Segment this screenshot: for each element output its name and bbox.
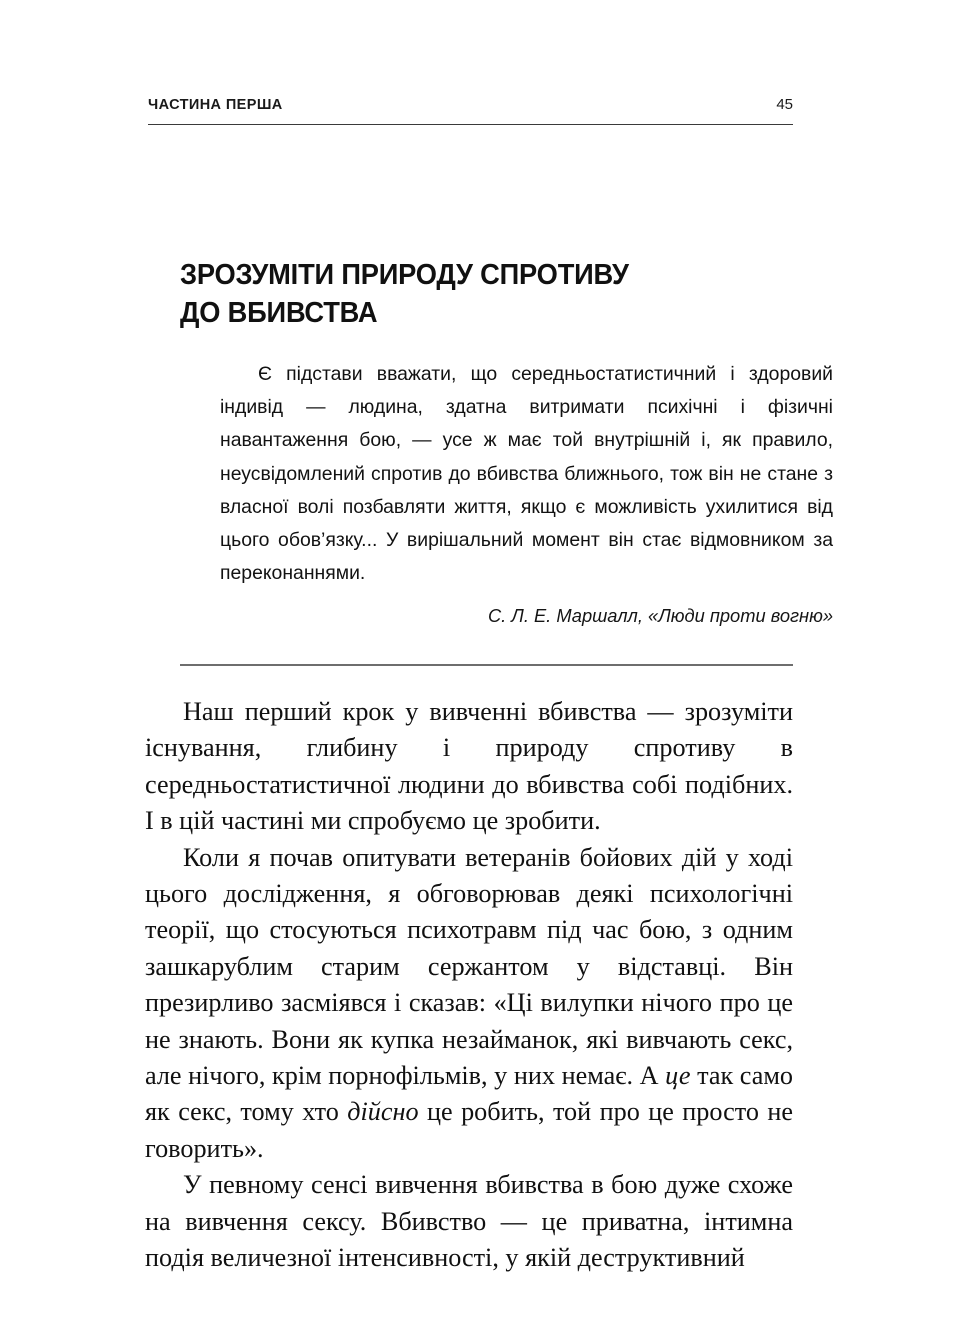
running-head (148, 96, 793, 113)
epigraph-block (220, 358, 833, 630)
body-paragraph-3: У певному сенсі вивчення вбивства в бою дуже схоже на вивчення сексу. Вбивство — це приватна, інтимна подія величезної інтенсивності, у якій деструктивний (145, 1170, 793, 1273)
body-paragraph-2 (145, 840, 793, 1168)
chapter-title-line-1: ЗРОЗУМІТИ ПРИРОДУ СПРОТИВУ (180, 259, 629, 292)
body-text (145, 694, 793, 1277)
page-number: 45 (776, 96, 793, 113)
body-paragraph-2-segment-3: це робить, той про це просто не говорить». (145, 1097, 793, 1163)
body-paragraph-2-emphasis-1: це (665, 1061, 691, 1091)
body-paragraph-1: Наш перший крок у вивченні вбивства — зрозуміти існування, глибину і природу спротиву в середньостатистичної людини до вбивства собі подібних. І в цій частині ми спробуємо це зробити. (145, 697, 793, 836)
body-paragraph-2-segment-1: Коли я почав опитувати ветеранів бойових дій у ході цього дослідження, я обговорював деякі психологічні теорії, що стосуються психотравм під час бою, з одним зашкарублим старим сержантом у відставці. Він презирливо засміявся і сказав: «Ці вилупки нічого про це не знають. Вони як купка незайманок, які вивчають секс, але нічого, крім порнофільмів, у них немає. А (145, 842, 793, 1091)
body-paragraph-2-segment-2: так само як секс, тому хто (145, 1061, 794, 1127)
running-head-title: ЧАСТИНА ПЕРША (148, 97, 283, 113)
epigraph-text: Є підстави вважати, що середньостатистичний і здоровий індивід — людина, здатна витримати психічні і фізичні навантаження бою, — усе ж має той внутрішній і, як правило, неусвідомлений спротив до вбивства ближнього, тож він не стане з власної волі позбавляти життя, якщо є можливість ухилитися від цього обов’язку... У вирішальний момент він стає відмовником за переконаннями. (220, 363, 833, 585)
epigraph-source: С. Л. Е. Маршалл, «Люди проти вогню» (487, 605, 833, 627)
epigraph-divider (180, 664, 793, 666)
body-paragraph-2-emphasis-2: дійсно (347, 1097, 419, 1127)
chapter-title-line-2: ДО ВБИВСТВА (180, 296, 378, 329)
header-divider (148, 124, 793, 125)
chapter-title (180, 257, 763, 331)
